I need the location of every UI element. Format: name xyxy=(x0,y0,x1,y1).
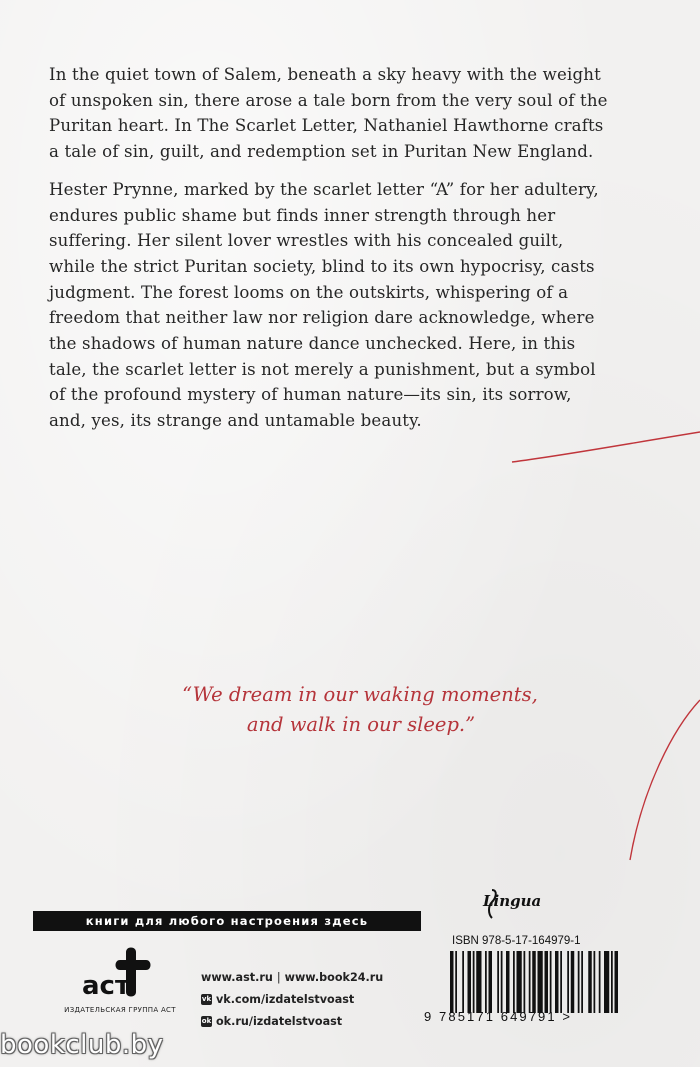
barcode-bar xyxy=(462,951,464,1013)
barcode-bar xyxy=(578,951,580,1013)
barcode-bar xyxy=(506,951,510,1013)
barcode-digits: 9 785171 649791 > xyxy=(424,1009,573,1024)
barcode-bar xyxy=(545,951,549,1013)
ok-icon: ok xyxy=(201,1016,212,1025)
lingua-imprint-logo: Lingua xyxy=(483,892,542,910)
websites-separator: | xyxy=(276,970,281,984)
barcode-bar xyxy=(468,951,472,1013)
barcode-bar xyxy=(450,951,454,1013)
ast-logo-text: аст xyxy=(82,971,131,1001)
publisher-caption: ИЗДАТЕЛЬСКАЯ ГРУППА АСТ xyxy=(64,1006,176,1014)
barcode-bar xyxy=(555,951,559,1013)
quote-line-2: and walk in our sleep.” xyxy=(246,713,476,736)
barcode-bar xyxy=(455,951,457,1013)
watermark: bookclub.by xyxy=(0,1030,164,1060)
barcode-bar xyxy=(615,951,619,1013)
ok-link[interactable]: ok.ru/izdatelstvoast xyxy=(216,1014,343,1028)
blurb-paragraph-1: In the quiet town of Salem, beneath a sky heavy with the weight of unspoken sin, there arose a tale born from the very soul of the Puritan heart. In The Scarlet Letter, Nathaniel Hawthorne crafts a tale of sin, guilt, and redemption set in Puritan New England. xyxy=(49,65,608,162)
barcode-bar xyxy=(501,951,503,1013)
websites-row xyxy=(201,966,383,988)
barcode-bar xyxy=(473,951,475,1013)
barcode-bar xyxy=(611,951,613,1013)
blurb-paragraph-2: Hester Prynne, marked by the scarlet letter “A” for her adultery, endures public shame but finds inner strength through her suffering. Her silent lover wrestles with his concealed guilt, while the strict Puritan society, blind to its own hypocrisy, casts judgment. The forest looms on the outskirts, whispering of a freedom that neither law nor religion dare acknowledge, where the shadows of human nature dance unchecked. Here, in this tale, the scarlet letter is not merely a punishment, but a symbol of the profound mystery of human nature—its sin, its sorrow, and, yes, its strange and untamable beauty. xyxy=(49,179,599,431)
quote-line-1: “We dream in our waking moments, xyxy=(182,683,538,706)
barcode-bar xyxy=(485,951,487,1013)
barcode-bar xyxy=(513,951,515,1013)
barcode-bar xyxy=(489,951,493,1013)
tagline-banner: книги для любого настроения здесь xyxy=(33,911,421,931)
ok-row xyxy=(201,1010,383,1032)
barcode-bar xyxy=(550,951,552,1013)
barcode-bar xyxy=(476,951,481,1013)
pull-quote xyxy=(0,680,700,740)
vk-row xyxy=(201,988,383,1010)
blurb-text xyxy=(49,62,609,434)
barcode-bar xyxy=(588,951,592,1013)
vk-icon: vk xyxy=(201,994,212,1003)
barcode-bar xyxy=(599,951,601,1013)
barcode-bar xyxy=(529,951,531,1013)
vk-link[interactable]: vk.com/izdatelstvoast xyxy=(216,992,355,1006)
publisher-contacts xyxy=(201,966,383,1032)
barcode-bar xyxy=(532,951,536,1013)
barcode-bar xyxy=(524,951,526,1013)
barcode-bar xyxy=(604,951,609,1013)
barcode xyxy=(450,951,682,1013)
barcode-bar xyxy=(581,951,583,1013)
barcode-bar xyxy=(517,951,522,1013)
barcode-bar xyxy=(571,951,575,1013)
barcode-bar xyxy=(560,951,562,1013)
barcode-bar xyxy=(497,951,499,1013)
ast-logo xyxy=(74,942,174,1008)
isbn-barcode-block xyxy=(424,931,689,1027)
barcode-bar xyxy=(567,951,569,1013)
barcode-bar xyxy=(538,951,543,1013)
website-ast-link[interactable]: www.ast.ru xyxy=(201,970,273,984)
website-book24-link[interactable]: www.book24.ru xyxy=(284,970,384,984)
isbn-label: ISBN 978-5-17-164979-1 xyxy=(452,935,581,947)
barcode-bar xyxy=(594,951,596,1013)
